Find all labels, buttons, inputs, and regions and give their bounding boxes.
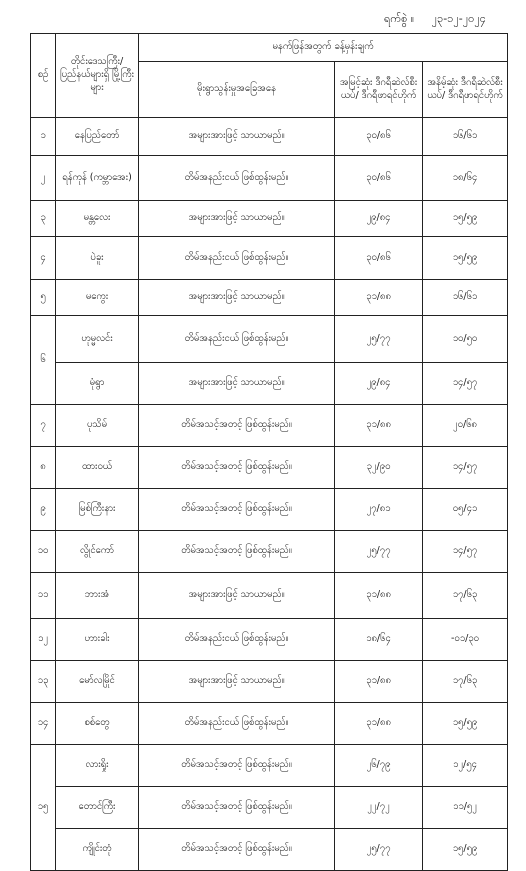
city-name: တောင်ကြီး xyxy=(56,787,139,829)
min-temp: -၀၁/၃၀ xyxy=(423,619,508,661)
table-row xyxy=(31,447,508,489)
row-number: ၁၁ xyxy=(31,573,56,619)
table-row xyxy=(31,280,508,316)
min-temp: ၁၆/၆၁ xyxy=(423,280,508,316)
min-temp: ၁၆/၆၁ xyxy=(423,118,508,156)
rain-condition: တိမ်အနည်းငယ် ဖြစ်ထွန်းမည်။ xyxy=(139,619,335,661)
date-value: ၂၃-၁၂-၂၀၂၄ xyxy=(431,12,486,25)
row-number: ၁၂ xyxy=(31,619,56,661)
rain-condition: တိမ်အနည်းငယ် ဖြစ်ထွန်းမည်။ xyxy=(139,316,335,363)
max-temp: ၁၈/၆၄ xyxy=(335,619,423,661)
rain-condition: တိမ်အနည်းငယ် ဖြစ်ထွန်းမည်။ xyxy=(139,237,335,280)
max-temp: ၃၁/၈၈ xyxy=(335,661,423,703)
row-number: ၁၄ xyxy=(31,703,56,745)
max-temp: ၃၁/၈၈ xyxy=(335,280,423,316)
city-name: ပဲခူး xyxy=(56,237,139,280)
rain-condition: အများအားဖြင့် သာယာမည်။ xyxy=(139,573,335,619)
max-temp: ၂၇/၈၁ xyxy=(335,489,423,531)
city-name: ဘားအံ xyxy=(56,573,139,619)
min-temp: ၁၇/၆၃ xyxy=(423,573,508,619)
city-name: မကွေး xyxy=(56,280,139,316)
table-row xyxy=(31,489,508,531)
table-row xyxy=(31,745,508,787)
rain-condition: တိမ်အနည်းငယ် ဖြစ်ထွန်းမည်။ xyxy=(139,156,335,201)
rain-condition: အများအားဖြင့် သာယာမည်။ xyxy=(139,118,335,156)
rain-condition: တိမ်အသင့်အတင့် ဖြစ်ထွန်းမည်။ xyxy=(139,531,335,573)
header-city: တိုင်းဒေသကြီး/ ပြည်နယ်များရှိ မြို့ကြီးများ xyxy=(56,34,139,118)
min-temp: ၁၅/၅၉ xyxy=(423,829,508,871)
table-row xyxy=(31,531,508,573)
row-number: ၅ xyxy=(31,280,56,316)
min-temp: ၁၀/၅၀ xyxy=(423,316,508,363)
city-name: မုံရွာ xyxy=(56,363,139,405)
min-temp: ၁၄/၅၇ xyxy=(423,531,508,573)
max-temp: ၂၅/၇၇ xyxy=(335,829,423,871)
forecast-table xyxy=(30,33,508,871)
table-row xyxy=(31,405,508,447)
max-temp: ၂၉/၈၄ xyxy=(335,363,423,405)
max-temp: ၃၀/၈၆ xyxy=(335,118,423,156)
row-number: ၉ xyxy=(31,489,56,531)
row-number: ၂ xyxy=(31,156,56,201)
max-temp: ၂၉/၈၄ xyxy=(335,201,423,237)
rain-condition: အများအားဖြင့် သာယာမည်။ xyxy=(139,363,335,405)
city-name: ကျိုင်းတုံ xyxy=(56,829,139,871)
table-row xyxy=(31,661,508,703)
min-temp: ၁၈/၆၄ xyxy=(423,156,508,201)
header-no: စဉ် xyxy=(31,34,56,118)
city-name: စစ်တွေ xyxy=(56,703,139,745)
date-label: ရက်စွဲ ။ xyxy=(384,12,415,25)
city-name: မြစ်ကြီးနား xyxy=(56,489,139,531)
min-temp: ၀၅/၄၁ xyxy=(423,489,508,531)
rain-condition: တိမ်အသင့်အတင့် ဖြစ်ထွန်းမည်။ xyxy=(139,447,335,489)
row-number: ၈ xyxy=(31,447,56,489)
row-number: ၁၃ xyxy=(31,661,56,703)
table-row xyxy=(31,201,508,237)
header-max-temp: အမြင့်ဆုံး ဒီဂရီဆဲလ်စီးယပ်/ ဒီဂရီဖာရင်ဟိုက် xyxy=(335,62,423,118)
table-row xyxy=(31,316,508,363)
rain-condition: အများအားဖြင့် သာယာမည်။ xyxy=(139,661,335,703)
max-temp: ၃၁/၈၈ xyxy=(335,703,423,745)
city-name: မန္တလေး xyxy=(56,201,139,237)
city-name: ဟားခါး xyxy=(56,619,139,661)
max-temp: ၂၅/၇၇ xyxy=(335,316,423,363)
rain-condition: အများအားဖြင့် သာယာမည်။ xyxy=(139,201,335,237)
table-body xyxy=(31,118,508,871)
header-forecast-group: မနက်ဖြန်အတွက် ခန့်မှန်းချက် xyxy=(139,34,508,62)
table-row xyxy=(31,829,508,871)
rain-condition: အများအားဖြင့် သာယာမည်။ xyxy=(139,280,335,316)
header-min-temp: အနိမ့်ဆုံး ဒီဂရီဆဲလ်စီးယပ်/ ဒီဂရီဖာရင်ဟိုက် xyxy=(423,62,508,118)
header-condition: မိုးရွာသွန်းမှုအခြေအနေ xyxy=(139,62,335,118)
city-name: မော်လမြိုင် xyxy=(56,661,139,703)
table-row xyxy=(31,237,508,280)
min-temp: ၁၄/၅၇ xyxy=(423,363,508,405)
city-name: လွိုင်ကော် xyxy=(56,531,139,573)
city-name: ထားဝယ် xyxy=(56,447,139,489)
min-temp: ၁၅/၅၉ xyxy=(423,201,508,237)
city-name: ဟုမ္မလင်း xyxy=(56,316,139,363)
row-number: ၁၅ xyxy=(31,745,56,871)
min-temp: ၁၅/၅၉ xyxy=(423,703,508,745)
city-name: ရန်ကုန် (ကမ္ဘာအေး) xyxy=(56,156,139,201)
max-temp: ၃၀/၈၆ xyxy=(335,237,423,280)
max-temp: ၂၂/၇၂ xyxy=(335,787,423,829)
max-temp: ၂၆/၇၉ xyxy=(335,745,423,787)
min-temp: ၁၅/၅၉ xyxy=(423,237,508,280)
rain-condition: တိမ်အနည်းငယ် ဖြစ်ထွန်းမည်။ xyxy=(139,703,335,745)
min-temp: ၁၄/၅၇ xyxy=(423,447,508,489)
row-number: ၄ xyxy=(31,237,56,280)
rain-condition: တိမ်အသင့်အတင့် ဖြစ်ထွန်းမည်။ xyxy=(139,787,335,829)
max-temp: ၃၀/၈၆ xyxy=(335,156,423,201)
max-temp: ၃၁/၈၈ xyxy=(335,405,423,447)
document-date xyxy=(384,12,486,28)
table-row xyxy=(31,363,508,405)
row-number: ၁၀ xyxy=(31,531,56,573)
min-temp: ၁၁/၅၂ xyxy=(423,787,508,829)
table-row xyxy=(31,787,508,829)
table-row xyxy=(31,118,508,156)
min-temp: ၁၂/၅၄ xyxy=(423,745,508,787)
max-temp: ၃၂/၉၀ xyxy=(335,447,423,489)
min-temp: ၂၀/၆၈ xyxy=(423,405,508,447)
city-name: လားရှိုး xyxy=(56,745,139,787)
table-row xyxy=(31,619,508,661)
row-number: ၁ xyxy=(31,118,56,156)
row-number: ၃ xyxy=(31,201,56,237)
table-row xyxy=(31,703,508,745)
max-temp: ၂၅/၇၇ xyxy=(335,531,423,573)
row-number: ၇ xyxy=(31,405,56,447)
city-name: ပုသိမ် xyxy=(56,405,139,447)
rain-condition: တိမ်အသင့်အတင့် ဖြစ်ထွန်းမည်။ xyxy=(139,745,335,787)
table-row xyxy=(31,156,508,201)
min-temp: ၁၇/၆၃ xyxy=(423,661,508,703)
table-row xyxy=(31,573,508,619)
rain-condition: တိမ်အသင့်အတင့် ဖြစ်ထွန်းမည်။ xyxy=(139,405,335,447)
max-temp: ၃၁/၈၈ xyxy=(335,573,423,619)
rain-condition: တိမ်အသင့်အတင့် ဖြစ်ထွန်းမည်။ xyxy=(139,489,335,531)
row-number: ၆ xyxy=(31,316,56,405)
city-name: နေပြည်တော် xyxy=(56,118,139,156)
rain-condition: တိမ်အသင့်အတင့် ဖြစ်ထွန်းမည်။ xyxy=(139,829,335,871)
